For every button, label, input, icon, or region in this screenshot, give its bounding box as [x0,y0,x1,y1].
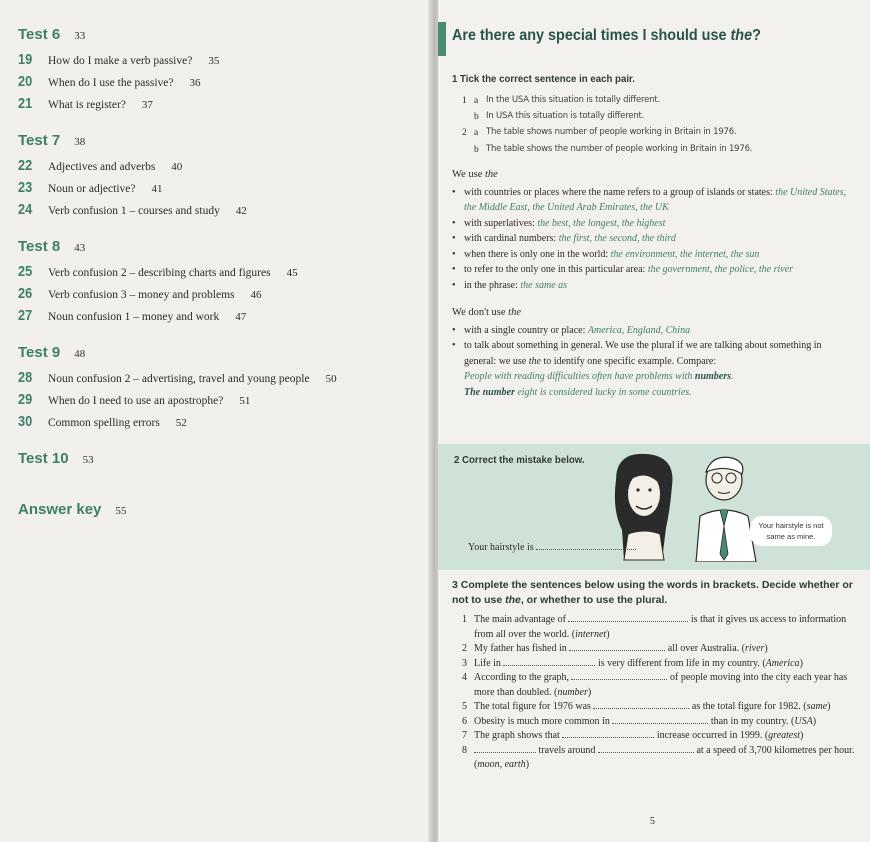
table-of-contents [18,26,418,534]
unit-page: 47 [235,311,247,323]
bullet-dot: • [452,233,456,244]
option-letter: b [474,112,479,122]
unit-entry[interactable] [18,263,418,280]
unit-title: Noun or adjective? [48,183,136,195]
rule-example: the best, the longest, the highest [537,217,666,229]
exercise-1-and-rules [452,72,856,400]
unit-page: 46 [250,289,262,301]
contents-page [0,0,432,842]
test-heading[interactable] [18,501,418,518]
page-title: Are there any special times I should use the? [452,27,761,44]
exercise-1-heading: 1 Tick the correct sentence in each pair. [452,73,635,85]
question-after: than in my country. ( [708,715,795,727]
question-end: ) [799,657,803,669]
page-number: 5 [650,816,655,827]
question-after: is that it gives us access to information from all over the world. ( [474,614,847,640]
use-rule [452,216,856,232]
question-hint: greatest [768,730,801,742]
question [462,642,858,657]
rule-text: with superlatives: [464,217,538,229]
rule-body [464,278,567,294]
use-rule [452,247,856,263]
exercise-3-questions [452,613,858,744]
item-number: 2 [462,128,467,139]
question-end: ) [800,730,804,742]
unit-title: Verb confusion 3 – money and problems [48,289,235,301]
question-number: 3 [462,657,467,669]
unit-number: 23 [18,179,33,196]
test-heading[interactable] [18,238,418,255]
test-page: 53 [82,454,94,466]
option-text: The table shows number of people working in Britain in 1976. [486,127,737,138]
unit-number: 21 [18,95,33,112]
test-title: Test 10 [18,450,69,467]
rule-example: the same as [520,279,568,291]
unit-number: 29 [18,391,33,408]
sentence-pairs [462,94,856,157]
unit-page: 35 [208,55,220,67]
question-before: The main advantage of [474,614,569,626]
sentence-option[interactable] [462,110,856,124]
question-number: 2 [462,643,467,655]
exercise-3-heading: 3 Complete the sentences below using the words in brackets. Decide whether or not to use the, or whether to use the plural. [452,579,853,606]
question-number: 7 [462,730,467,742]
question-body [474,642,768,657]
unit-page: 41 [151,183,163,195]
unit-number: 22 [18,157,33,174]
item-number: 1 [462,95,467,106]
test-page: 33 [74,30,86,42]
unit-entry[interactable] [18,285,418,302]
question-number: 6 [462,715,467,727]
answer-blank[interactable] [568,613,688,622]
answer-blank[interactable] [571,671,667,680]
speech-bubble: Your hairstyle is not same as mine. [750,516,832,546]
question-hint: number [557,686,588,698]
question [462,729,858,744]
unit-page: 36 [189,77,201,89]
question-hint: same [806,701,828,713]
option-letter: b [474,144,479,155]
compare-example-1: People with reading difficulties often have problems with numbers. [464,371,734,383]
answer-line: Your hairstyle is [468,542,636,553]
rule-body [464,185,856,216]
question-end: ) [827,701,831,713]
question-number: 1 [462,614,467,626]
rule-text: to refer to the only one in this particular area: [464,264,648,275]
question-body [474,729,803,744]
unit-number: 26 [18,285,33,302]
question-before: Obesity is much more common in [474,715,613,727]
option-text: In USA this situation is totally different. [486,111,645,121]
unit-entry[interactable] [18,157,418,174]
rule-body [464,247,759,263]
question [462,657,858,672]
unit-title: Adjectives and adverbs [48,161,156,173]
test-title: Test 9 [18,344,61,361]
contents-group [18,450,418,467]
unit-number: 25 [18,263,33,280]
question [462,613,858,642]
contents-group [18,132,418,218]
question-number: 4 [462,672,467,684]
sentence-option[interactable] [462,143,856,157]
contents-group [18,238,418,324]
question-body [474,657,803,672]
unit-title: Verb confusion 2 – describing charts and figures [48,267,271,279]
question-before: The graph shows that [474,730,563,742]
unit-entry[interactable] [18,179,418,196]
unit-entry[interactable] [18,51,418,68]
dont-rule-1: • with a single country or place: America, England, China [452,324,691,336]
sentence-option[interactable] [462,94,856,108]
question-hint: USA [794,715,813,727]
unit-number: 30 [18,413,33,430]
test-heading[interactable] [18,450,418,467]
question [462,715,858,730]
contents-group [18,501,418,518]
unit-page: 40 [171,161,183,173]
option-text: In the USA this situation is totally different. [486,94,661,105]
bullet-dot: • [452,279,456,291]
rule-example: the United States, the Middle East, the United Arab Emirates, the UK [464,186,847,213]
option-text: The table shows the number of people working in Britain in 1976. [486,143,753,154]
rule-body [464,262,793,278]
exercise-2-box [438,444,870,570]
question-number: 5 [462,701,467,713]
unit-entry[interactable] [18,73,418,90]
exercise-3 [452,578,858,773]
use-rule [452,185,856,216]
use-rule [452,231,856,247]
unit-number: 20 [18,73,33,90]
item-number [462,143,474,157]
question-body [474,613,858,642]
question-before: According to the graph, [474,672,572,684]
question [462,700,858,715]
unit-title: What is register? [48,99,126,111]
unit-title: Noun confusion 2 – advertising, travel and young people [48,373,310,385]
rule-text: in the phrase: [464,279,521,291]
question-before: My father has fished in [474,643,570,655]
unit-page: 50 [325,373,337,385]
unit-number: 28 [18,369,33,386]
rule-example: the government, the police, the river [647,264,794,275]
use-rule [452,278,856,294]
question-after: all over Australia. ( [665,643,745,655]
question-after: as the total figure for 1982. ( [689,701,807,713]
bullet-dot: • [452,217,456,229]
unit-page: 52 [175,417,187,429]
test-title: Test 7 [18,132,61,149]
unit-page: 45 [286,267,298,279]
unit-title: How do I make a verb passive? [48,55,193,67]
rule-body [464,216,665,232]
unit-page: 42 [235,205,247,217]
unit-page [438,0,870,842]
question-hint: internet [575,628,607,640]
bullet-dot: • [452,248,456,260]
test-title: Test 6 [18,26,61,43]
compare-example-2: The number eight is considered lucky in some countries. [464,386,692,398]
question-after: increase occurred in 1999. ( [654,730,769,742]
answer-blank[interactable] [503,657,595,666]
answer-blank[interactable] [598,744,694,753]
answer-blank[interactable] [474,744,536,753]
question-body [474,700,831,715]
test-heading[interactable] [18,132,418,149]
answer-blank[interactable] [612,715,708,724]
rule-text: when there is only one in the world: [464,248,611,260]
answer-blank[interactable] [569,642,665,651]
question-8: 8 travels around at a speed of 3,700 kilometres per hour. (moon, earth) [462,744,855,771]
bullet-dot: • [452,264,456,275]
contents-group [18,344,418,430]
test-page: 55 [115,505,127,517]
dont-use-heading: We don't use the [452,307,521,318]
sentence-option[interactable] [462,126,856,140]
test-page: 48 [74,348,86,360]
unit-title: When do I use the passive? [48,77,174,89]
answer-blank[interactable] [593,700,689,709]
item-number [462,110,474,124]
question-before: The total figure for 1976 was [474,701,594,713]
unit-entry[interactable] [18,95,418,112]
question [462,671,858,700]
unit-title: When do I need to use an apostrophe? [48,395,224,407]
unit-entry[interactable] [18,201,418,218]
unit-entry[interactable] [18,369,418,386]
test-title: Answer key [18,501,102,518]
unit-number: 27 [18,307,33,324]
question-end: ) [587,686,592,698]
question-hint: America [765,657,800,669]
test-title: Test 8 [18,238,61,255]
rule-example: the environment, the internet, the sun [610,248,760,260]
unit-number: 24 [18,201,33,218]
unit-number: 19 [18,51,33,68]
question-before: Life in [474,657,504,669]
test-page: 43 [74,242,86,254]
unit-page: 37 [141,99,153,111]
bullet-dot: • [452,186,456,198]
answer-blank[interactable] [536,549,636,550]
question-after: of people moving into the city each year has more than doubled. ( [474,672,848,698]
contents-group [18,26,418,112]
unit-title: Common spelling errors [48,417,160,429]
question-end: ) [606,628,610,640]
question-body [474,715,816,730]
rule-example: the first, the second, the third [558,233,676,244]
rule-body [464,231,676,247]
use-rule [452,262,856,278]
answer-blank[interactable] [562,729,654,738]
question-after: is very different from life in my country. ( [595,657,766,669]
test-page: 38 [74,136,86,148]
question-end: ) [812,715,817,727]
rule-text: with cardinal numbers: [464,233,559,244]
option-letter: a [474,128,479,139]
exercise-2-heading: 2 Correct the mistake below. [454,454,585,466]
we-use-heading: We use the [452,168,498,180]
option-letter: a [474,95,479,106]
question-end: ) [764,643,768,655]
unit-page: 51 [239,395,251,407]
question-hint: river [744,643,765,655]
rule-text: with countries or places where the name refers to a group of islands or states: [464,186,776,198]
question-body [474,671,858,700]
use-rules-list [452,185,856,294]
unit-title: Noun confusion 1 – money and work [48,311,220,323]
dont-rule-2: • to talk about something in general. We use the plural if we are talking about something in general: we use the to identify one specific example. Compare: [452,340,822,367]
unit-entry[interactable] [18,307,418,324]
test-heading[interactable] [18,344,418,361]
test-heading[interactable] [18,26,418,43]
unit-entry[interactable] [18,391,418,408]
unit-title: Verb confusion 1 – courses and study [48,205,220,217]
unit-entry[interactable] [18,413,418,430]
unit-marker [438,22,446,56]
